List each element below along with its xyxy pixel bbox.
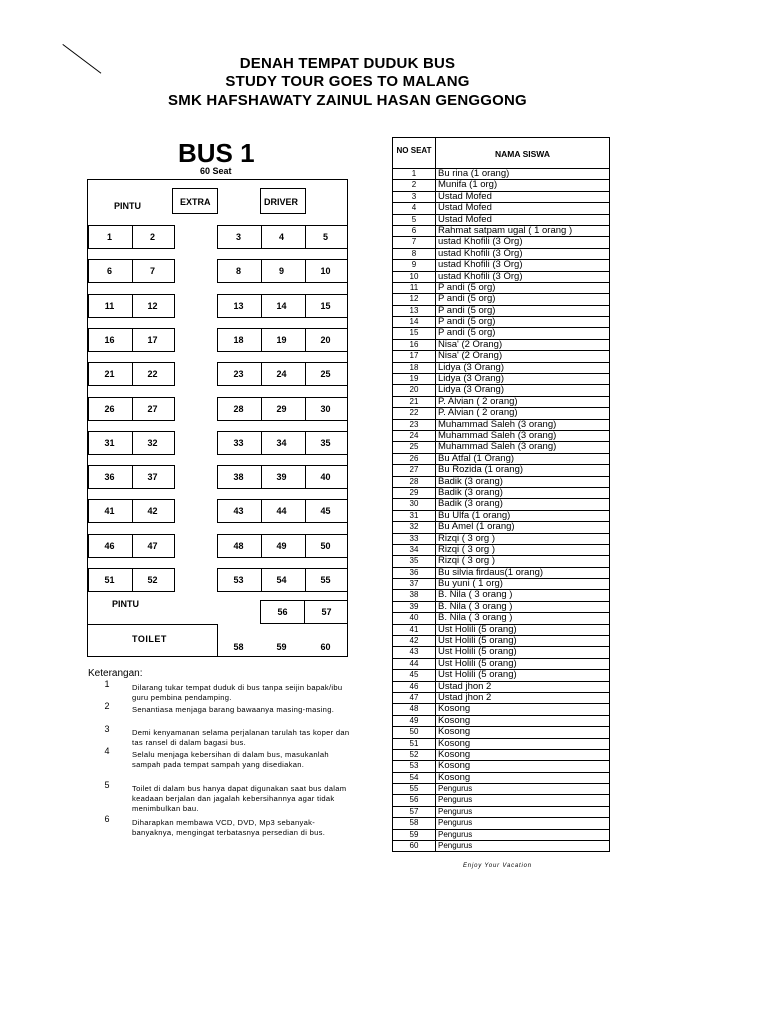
table-row bbox=[393, 397, 609, 408]
student-name-cell: Pengurus bbox=[438, 818, 473, 828]
seat-54[interactable]: 54 bbox=[276, 575, 287, 585]
driver-label: DRIVER bbox=[264, 197, 299, 207]
seat-11[interactable]: 11 bbox=[104, 300, 115, 311]
table-row bbox=[393, 830, 609, 841]
title-line-3: SMK HAFSHAWATY ZAINUL HASAN GENGGONG bbox=[168, 92, 527, 109]
seat-23[interactable]: 23 bbox=[233, 369, 244, 380]
seat-number-cell: 17 bbox=[393, 351, 436, 361]
student-name-cell: ustad Khofili (3 Org) bbox=[438, 271, 523, 282]
seat-48[interactable]: 48 bbox=[233, 540, 244, 551]
note-text: Toilet di dalam bus hanya dapat digunakan saat bus dalam keadaan berjalan dan jagalah kebersihannya agar tidak menimbulkan bau. bbox=[132, 784, 347, 813]
table-row bbox=[393, 511, 609, 522]
table-row bbox=[393, 556, 609, 567]
note-number: 2 bbox=[104, 701, 110, 711]
seat-58[interactable]: 58 bbox=[233, 642, 244, 652]
seat-35[interactable]: 35 bbox=[320, 437, 331, 448]
table-row bbox=[393, 579, 609, 590]
seat-number-cell: 14 bbox=[393, 317, 436, 327]
seat-33[interactable]: 33 bbox=[233, 437, 244, 448]
seat-41[interactable]: 41 bbox=[104, 506, 115, 517]
student-name-cell: Ust Holili (5 orang) bbox=[438, 647, 517, 658]
table-row bbox=[393, 340, 609, 351]
student-name-cell: Pengurus bbox=[438, 784, 473, 794]
title-line-1: DENAH TEMPAT DUDUK BUS bbox=[239, 55, 456, 72]
seat-number-cell: 6 bbox=[393, 226, 436, 236]
seat-21[interactable]: 21 bbox=[104, 369, 115, 380]
seat-9[interactable]: 9 bbox=[278, 266, 284, 277]
student-name-cell: Kosong bbox=[438, 704, 471, 715]
table-row bbox=[393, 283, 609, 294]
seat-3[interactable]: 3 bbox=[235, 232, 241, 242]
seat-10[interactable]: 10 bbox=[320, 266, 331, 277]
seat-37[interactable]: 37 bbox=[147, 472, 158, 483]
student-name-cell: Ustad jhon 2 bbox=[438, 692, 492, 703]
student-name-cell: Nisa' (2 Orang) bbox=[438, 351, 503, 362]
seat-number-cell: 57 bbox=[393, 807, 436, 817]
seat-31[interactable]: 31 bbox=[104, 437, 115, 448]
table-row bbox=[393, 807, 609, 818]
student-name-cell: Badik (3 orang) bbox=[438, 499, 503, 510]
table-row bbox=[393, 636, 609, 647]
student-name-cell: Rizqi ( 3 org ) bbox=[438, 544, 496, 555]
seat-22[interactable]: 22 bbox=[147, 369, 158, 380]
bus-seat-map bbox=[87, 179, 348, 657]
table-row bbox=[393, 522, 609, 533]
student-name-cell: Rahmat satpam ugal ( 1 orang ) bbox=[438, 225, 573, 236]
seat-number-cell: 11 bbox=[393, 283, 436, 293]
table-row bbox=[393, 568, 609, 579]
student-name-cell: Badik (3 orang) bbox=[438, 487, 503, 498]
student-name-cell: Ustad Mofed bbox=[438, 203, 492, 214]
note-text: Senantiasa menjaga barang bawaanya masing-masing. bbox=[132, 705, 335, 714]
student-name-cell: Rizqi ( 3 org ) bbox=[438, 533, 496, 544]
seat-number-cell: 20 bbox=[393, 385, 436, 395]
seat-45[interactable]: 45 bbox=[320, 506, 331, 517]
student-name-cell: ustad Khofili (3 Org) bbox=[438, 248, 523, 259]
table-row bbox=[393, 534, 609, 545]
seat-number-cell: 12 bbox=[393, 294, 436, 304]
table-row bbox=[393, 477, 609, 488]
student-name-cell: Pengurus bbox=[438, 841, 473, 851]
table-row bbox=[393, 625, 609, 636]
seat-27[interactable]: 27 bbox=[147, 403, 158, 414]
table-row bbox=[393, 249, 609, 260]
seat-number-cell: 44 bbox=[393, 659, 436, 669]
seat-number-cell: 55 bbox=[393, 784, 436, 794]
seat-number-cell: 24 bbox=[393, 431, 436, 441]
table-row bbox=[393, 454, 609, 465]
student-name-cell: P andi (5 org) bbox=[438, 317, 496, 328]
seat-number-cell: 31 bbox=[393, 511, 436, 521]
table-row bbox=[393, 294, 609, 305]
student-name-cell: Muhammad Saleh (3 orang) bbox=[438, 419, 557, 430]
seat-44[interactable]: 44 bbox=[276, 506, 287, 517]
table-row bbox=[393, 727, 609, 738]
seat-19[interactable]: 19 bbox=[276, 334, 287, 345]
seat-number-cell: 22 bbox=[393, 408, 436, 418]
toilet-label: TOILET bbox=[132, 634, 167, 644]
seat-number-cell: 45 bbox=[393, 670, 436, 680]
table-row bbox=[393, 647, 609, 658]
table-row bbox=[393, 306, 609, 317]
seat-number-cell: 21 bbox=[393, 397, 436, 407]
seat-30[interactable]: 30 bbox=[320, 403, 331, 414]
table-row bbox=[393, 682, 609, 693]
student-name-cell: P andi (5 org) bbox=[438, 328, 496, 339]
seat-14[interactable]: 14 bbox=[276, 300, 287, 311]
table-row bbox=[393, 761, 609, 772]
note-number: 5 bbox=[104, 780, 110, 790]
seat-row-12 bbox=[260, 600, 348, 624]
note-number: 1 bbox=[104, 679, 110, 689]
seat-number-cell: 41 bbox=[393, 625, 436, 635]
seat-number-cell: 52 bbox=[393, 750, 436, 760]
table-row bbox=[393, 613, 609, 624]
driver-box bbox=[260, 188, 306, 214]
seat-number-cell: 33 bbox=[393, 534, 436, 544]
seat-assignment-table bbox=[392, 137, 610, 852]
seat-7[interactable]: 7 bbox=[149, 266, 155, 277]
student-name-cell: Ustad Mofed bbox=[438, 214, 492, 225]
student-name-cell: Bu rina (1 orang) bbox=[438, 169, 510, 179]
note-number: 3 bbox=[104, 724, 110, 734]
seat-number-cell: 43 bbox=[393, 647, 436, 657]
table-row bbox=[393, 328, 609, 339]
seat-number-cell: 60 bbox=[393, 841, 436, 851]
seat-number-cell: 40 bbox=[393, 613, 436, 623]
seat-46[interactable]: 46 bbox=[104, 540, 115, 551]
seat-39[interactable]: 39 bbox=[276, 472, 287, 483]
seat-57[interactable]: 57 bbox=[321, 607, 332, 617]
student-name-cell: B. Nila ( 3 orang ) bbox=[438, 601, 513, 612]
seat-20[interactable]: 20 bbox=[320, 334, 331, 345]
student-name-cell: Lidya (3 Orang) bbox=[438, 374, 505, 385]
table-row bbox=[393, 739, 609, 750]
seat-number-cell: 29 bbox=[393, 488, 436, 498]
student-name-cell: P andi (5 org) bbox=[438, 282, 496, 293]
table-row bbox=[393, 192, 609, 203]
seat-5[interactable]: 5 bbox=[322, 232, 328, 242]
seat-number-cell: 15 bbox=[393, 328, 436, 338]
seat-number-cell: 16 bbox=[393, 340, 436, 350]
table-row bbox=[393, 784, 609, 795]
table-row bbox=[393, 180, 609, 191]
student-name-cell: B. Nila ( 3 orang ) bbox=[438, 613, 513, 624]
seat-53[interactable]: 53 bbox=[233, 575, 244, 585]
seat-49[interactable]: 49 bbox=[276, 540, 287, 551]
seat-number-cell: 47 bbox=[393, 693, 436, 703]
seat-59[interactable]: 59 bbox=[276, 642, 287, 652]
seat-number-cell: 39 bbox=[393, 602, 436, 612]
table-row bbox=[393, 374, 609, 385]
table-row bbox=[393, 431, 609, 442]
rear-door-label: PINTU bbox=[112, 599, 139, 609]
student-name-cell: Kosong bbox=[438, 772, 471, 783]
seat-number-cell: 30 bbox=[393, 499, 436, 509]
table-row bbox=[393, 693, 609, 704]
seat-number-cell: 13 bbox=[393, 306, 436, 316]
student-name-cell: Ust Holili (5 orang) bbox=[438, 636, 517, 647]
student-name-cell: Bu Amel (1 orang) bbox=[438, 522, 515, 533]
seat-number-cell: 58 bbox=[393, 818, 436, 828]
seat-number-cell: 51 bbox=[393, 739, 436, 749]
student-name-cell: P. Alvian ( 2 orang) bbox=[438, 396, 518, 407]
table-row bbox=[393, 465, 609, 476]
table-row bbox=[393, 795, 609, 806]
seat-13[interactable]: 13 bbox=[233, 300, 244, 311]
seat-40[interactable]: 40 bbox=[320, 472, 331, 483]
table-row bbox=[393, 420, 609, 431]
student-name-cell: ustad Khofili (3 Org) bbox=[438, 237, 523, 248]
seat-18[interactable]: 18 bbox=[233, 334, 244, 345]
note-text: Dilarang tukar tempat duduk di bus tanpa seijin bapak/ibu guru pembina pendamping. bbox=[132, 683, 343, 702]
table-row bbox=[393, 385, 609, 396]
student-name-cell: Kosong bbox=[438, 749, 471, 760]
student-name-cell: Ustad jhon 2 bbox=[438, 681, 492, 692]
table-row bbox=[393, 351, 609, 362]
seat-number-cell: 27 bbox=[393, 465, 436, 475]
student-name-cell: Pengurus bbox=[438, 829, 473, 839]
seat-51[interactable]: 51 bbox=[104, 575, 115, 585]
student-name-cell: Pengurus bbox=[438, 806, 473, 816]
seat-47[interactable]: 47 bbox=[147, 540, 158, 551]
seat-number-cell: 3 bbox=[393, 192, 436, 202]
table-row bbox=[393, 408, 609, 419]
table-body bbox=[393, 169, 609, 852]
seat-number-cell: 36 bbox=[393, 568, 436, 578]
student-name-cell: Pengurus bbox=[438, 795, 473, 805]
header-no-seat: NO SEAT bbox=[393, 138, 436, 168]
student-name-cell: Ustad Mofed bbox=[438, 191, 492, 202]
seat-55[interactable]: 55 bbox=[320, 575, 331, 585]
seat-number-cell: 26 bbox=[393, 454, 436, 464]
student-name-cell: P andi (5 org) bbox=[438, 294, 496, 305]
seat-number-cell: 42 bbox=[393, 636, 436, 646]
seat-number-cell: 9 bbox=[393, 260, 436, 270]
student-name-cell: P andi (5 org) bbox=[438, 305, 496, 316]
seat-26[interactable]: 26 bbox=[104, 403, 115, 414]
seat-number-cell: 10 bbox=[393, 272, 436, 282]
seat-number-cell: 49 bbox=[393, 716, 436, 726]
table-row bbox=[393, 750, 609, 761]
front-door-label: PINTU bbox=[114, 201, 141, 211]
seat-number-cell: 48 bbox=[393, 704, 436, 714]
seat-capacity: 60 Seat bbox=[200, 166, 232, 176]
note-number: 6 bbox=[104, 814, 110, 824]
student-name-cell: Muhammad Saleh (3 orang) bbox=[438, 430, 557, 441]
table-row bbox=[393, 169, 609, 180]
student-name-cell: ustad Khofili (3 Org) bbox=[438, 260, 523, 271]
student-name-cell: P. Alvian ( 2 orang) bbox=[438, 408, 518, 419]
student-name-cell: Bu yuni ( 1 org) bbox=[438, 579, 503, 590]
table-row bbox=[393, 488, 609, 499]
seat-1[interactable]: 1 bbox=[106, 232, 112, 242]
seat-number-cell: 28 bbox=[393, 477, 436, 487]
student-name-cell: Badik (3 orang) bbox=[438, 476, 503, 487]
seat-38[interactable]: 38 bbox=[233, 472, 244, 483]
student-name-cell: Lidya (3 Orang) bbox=[438, 385, 505, 396]
table-row bbox=[393, 442, 609, 453]
student-name-cell: Munifa (1 org) bbox=[438, 180, 498, 191]
seat-number-cell: 1 bbox=[393, 169, 436, 179]
seat-number-cell: 8 bbox=[393, 249, 436, 259]
seat-24[interactable]: 24 bbox=[276, 369, 287, 380]
note-number: 4 bbox=[104, 746, 110, 756]
note-text: Demi kenyamanan selama perjalanan tarulah tas koper dan tas ransel di dalam bagasi bus. bbox=[132, 728, 350, 747]
header-nama-siswa: NAMA SISWA bbox=[495, 149, 550, 159]
seat-28[interactable]: 28 bbox=[233, 403, 244, 414]
title-line-2: STUDY TOUR GOES TO MALANG bbox=[225, 73, 470, 90]
student-name-cell: Nisa' (2 Orang) bbox=[438, 339, 503, 350]
seat-56[interactable]: 56 bbox=[277, 607, 288, 617]
table-row bbox=[393, 818, 609, 829]
table-row bbox=[393, 590, 609, 601]
table-row bbox=[393, 545, 609, 556]
toilet-top-line bbox=[88, 624, 217, 625]
table-row bbox=[393, 773, 609, 784]
table-row bbox=[393, 260, 609, 271]
student-name-cell: Ust Holili (5 orang) bbox=[438, 670, 517, 681]
table-row bbox=[393, 670, 609, 681]
bus-title: BUS 1 bbox=[178, 138, 255, 168]
student-name-cell: B. Nila ( 3 orang ) bbox=[438, 590, 513, 601]
student-name-cell: Kosong bbox=[438, 727, 471, 738]
seat-number-cell: 53 bbox=[393, 761, 436, 771]
seat-6[interactable]: 6 bbox=[106, 266, 112, 277]
student-name-cell: Bu silvia firdaus(1 orang) bbox=[438, 567, 544, 578]
table-row bbox=[393, 499, 609, 510]
seat-number-cell: 35 bbox=[393, 556, 436, 566]
seat-number-cell: 5 bbox=[393, 215, 436, 225]
table-row bbox=[393, 272, 609, 283]
seat-17[interactable]: 17 bbox=[147, 334, 158, 345]
student-name-cell: Ust Holili (5 orang) bbox=[438, 658, 517, 669]
student-name-cell: Bu Atfal (1 Orang) bbox=[438, 453, 515, 464]
student-name-cell: Muhammad Saleh (3 orang) bbox=[438, 442, 557, 453]
footer-text: Enjoy Your Vacation bbox=[463, 863, 532, 869]
table-row bbox=[393, 704, 609, 715]
seat-number-cell: 38 bbox=[393, 590, 436, 600]
table-row bbox=[393, 317, 609, 328]
seat-number-cell: 50 bbox=[393, 727, 436, 737]
table-row bbox=[393, 363, 609, 374]
seat-29[interactable]: 29 bbox=[276, 403, 287, 414]
table-row bbox=[393, 841, 609, 852]
table-row bbox=[393, 203, 609, 214]
note-text: Diharapkan membawa VCD, DVD, Mp3 sebanyak-banyaknya, mengingat terbatasnya persedian di bus. bbox=[132, 818, 326, 837]
seat-number-cell: 46 bbox=[393, 682, 436, 692]
seat-number-cell: 34 bbox=[393, 545, 436, 555]
student-name-cell: Kosong bbox=[438, 715, 471, 726]
seat-number-cell: 2 bbox=[393, 180, 436, 190]
seat-52[interactable]: 52 bbox=[147, 575, 158, 585]
seat-16[interactable]: 16 bbox=[104, 334, 115, 345]
student-name-cell: Bu Rozida (1 orang) bbox=[438, 465, 524, 476]
seat-43[interactable]: 43 bbox=[233, 506, 244, 517]
seat-15[interactable]: 15 bbox=[320, 300, 331, 311]
table-row bbox=[393, 237, 609, 248]
student-name-cell: Lidya (3 Orang) bbox=[438, 362, 505, 373]
seat-42[interactable]: 42 bbox=[147, 506, 158, 517]
seat-8[interactable]: 8 bbox=[235, 266, 241, 277]
seat-number-cell: 56 bbox=[393, 795, 436, 805]
seat-4[interactable]: 4 bbox=[278, 232, 284, 242]
seat-32[interactable]: 32 bbox=[147, 437, 158, 448]
seat-2[interactable]: 2 bbox=[149, 232, 155, 242]
extra-seat-box bbox=[172, 188, 218, 214]
seat-number-cell: 18 bbox=[393, 363, 436, 373]
seat-number-cell: 54 bbox=[393, 773, 436, 783]
seat-number-cell: 4 bbox=[393, 203, 436, 213]
seat-number-cell: 25 bbox=[393, 442, 436, 452]
student-name-cell: Rizqi ( 3 org ) bbox=[438, 556, 496, 567]
seat-12[interactable]: 12 bbox=[147, 300, 158, 311]
seat-number-cell: 59 bbox=[393, 830, 436, 840]
extra-label: EXTRA bbox=[180, 197, 211, 207]
seat-50[interactable]: 50 bbox=[320, 540, 331, 551]
seat-number-cell: 32 bbox=[393, 522, 436, 532]
table-row bbox=[393, 226, 609, 237]
table-row bbox=[393, 602, 609, 613]
student-name-cell: Kosong bbox=[438, 761, 471, 772]
seat-number-cell: 23 bbox=[393, 420, 436, 430]
student-name-cell: Ust Holili (5 orang) bbox=[438, 624, 517, 635]
seat-number-cell: 37 bbox=[393, 579, 436, 589]
table-header bbox=[393, 137, 609, 169]
seat-36[interactable]: 36 bbox=[104, 472, 115, 483]
note-text: Selalu menjaga kebersihan di dalam bus, masukanlah sampah pada tempat sampah yang disediakan. bbox=[132, 750, 329, 769]
seat-number-cell: 7 bbox=[393, 237, 436, 247]
table-row bbox=[393, 716, 609, 727]
student-name-cell: Bu Ulfa (1 orang) bbox=[438, 510, 511, 521]
seat-60[interactable]: 60 bbox=[320, 642, 331, 652]
table-row bbox=[393, 215, 609, 226]
student-name-cell: Kosong bbox=[438, 738, 471, 749]
seat-number-cell: 19 bbox=[393, 374, 436, 384]
table-row bbox=[393, 659, 609, 670]
seat-25[interactable]: 25 bbox=[320, 369, 331, 380]
seat-34[interactable]: 34 bbox=[276, 437, 287, 448]
notes-heading: Keterangan: bbox=[88, 668, 143, 679]
